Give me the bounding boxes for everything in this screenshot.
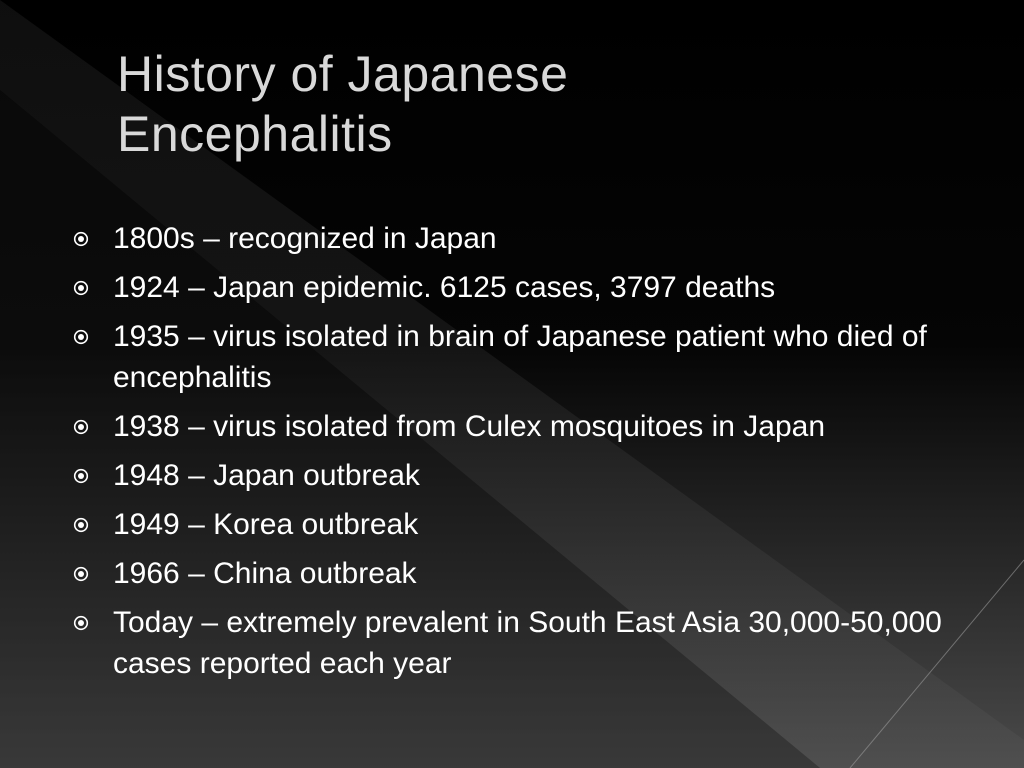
bullet-item xyxy=(70,406,950,447)
circled-dot-bullet-icon xyxy=(73,517,89,533)
bullet-item xyxy=(70,504,950,545)
slide-title-line-2: Encephalitis xyxy=(117,106,393,162)
slide-title xyxy=(117,44,937,164)
bullet-text: 1948 – Japan outbreak xyxy=(113,459,420,492)
circled-dot-bullet-icon xyxy=(73,329,89,345)
bullet-item xyxy=(70,316,950,398)
bullet-list xyxy=(70,218,950,692)
bullet-text: 1966 – China outbreak xyxy=(113,557,417,590)
bullet-item xyxy=(70,455,950,496)
circled-dot-bullet-icon xyxy=(73,615,89,631)
circled-dot-bullet-icon xyxy=(73,566,89,582)
bullet-text: 1949 – Korea outbreak xyxy=(113,508,419,541)
slide-title-line-1: History of Japanese xyxy=(117,46,569,102)
circled-dot-bullet-icon xyxy=(73,231,89,247)
bullet-text: 1924 – Japan epidemic. 6125 cases, 3797 deaths xyxy=(113,271,776,304)
circled-dot-bullet-icon xyxy=(73,468,89,484)
bullet-item xyxy=(70,218,950,259)
bullet-item xyxy=(70,602,950,684)
circled-dot-bullet-icon xyxy=(73,280,89,296)
bullet-text: Today – extremely prevalent in South East Asia 30,000-50,000 cases reported each year xyxy=(113,606,942,680)
bullet-item xyxy=(70,267,950,308)
circled-dot-bullet-icon xyxy=(73,419,89,435)
bullet-text: 1800s – recognized in Japan xyxy=(113,222,497,255)
bullet-item xyxy=(70,553,950,594)
bullet-text: 1935 – virus isolated in brain of Japanese patient who died of encephalitis xyxy=(113,320,927,394)
bullet-text: 1938 – virus isolated from Culex mosquitoes in Japan xyxy=(113,410,826,443)
